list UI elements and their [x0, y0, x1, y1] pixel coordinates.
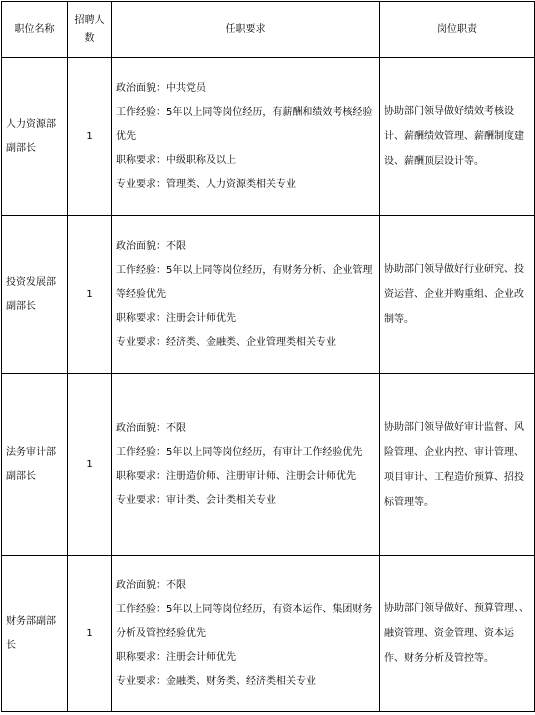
requirement-title: 职称要求：注册会计师优先 [116, 651, 236, 663]
requirements-cell [112, 216, 380, 374]
header-requirements: 任职要求 [112, 2, 380, 58]
requirement-political: 政治面貌：不限 [116, 422, 186, 434]
job-title-cell: 法务审计部副部长 [2, 374, 68, 556]
requirement-political: 政治面貌：中共党员 [116, 82, 206, 94]
requirement-experience: 工作经验：5年以上同等岗位经历，有财务分析、企业管理等经验优先 [116, 264, 373, 300]
requirements-cell [112, 374, 380, 556]
header-duties: 岗位职责 [380, 2, 535, 58]
header-title: 职位名称 [2, 2, 68, 58]
headcount-cell: 1 [68, 556, 112, 712]
table-header-row [2, 2, 535, 58]
requirement-experience: 工作经验：5年以上同等岗位经历，有薪酬和绩效考核经验优先 [116, 106, 373, 142]
requirement-major: 专业要求：经济类、金融类、企业管理类相关专业 [116, 336, 336, 348]
duties-cell: 协助部门领导做好绩效考核设计、薪酬绩效管理、薪酬制度建设、薪酬顶层设计等。 [380, 58, 535, 216]
duties-cell: 协助部门领导做好、预算管理、、融资管理、资金管理、资本运作、财务分析及管控等。 [380, 556, 535, 712]
table-row [2, 374, 535, 556]
requirement-experience: 工作经验：5年以上同等岗位经历，有资本运作、集团财务分析及管控经验优先 [116, 603, 373, 639]
requirement-title: 职称要求：注册造价师、注册审计师、注册会计师优先 [116, 470, 356, 482]
headcount-cell: 1 [68, 374, 112, 556]
requirement-political: 政治面貌：不限 [116, 579, 186, 591]
duties-cell: 协助部门领导做好行业研究、投资运营、企业并购重组、企业改制等。 [380, 216, 535, 374]
requirement-political: 政治面貌：不限 [116, 240, 186, 252]
requirement-experience: 工作经验：5年以上同等岗位经历，有审计工作经验优先 [116, 446, 363, 458]
job-title-cell: 财务部副部长 [2, 556, 68, 712]
duties-cell: 协助部门领导做好审计监督、风险管理、企业内控、审计管理、项目审计、工程造价预算、招投标管理等。 [380, 374, 535, 556]
requirements-cell [112, 556, 380, 712]
table-row [2, 58, 535, 216]
requirement-title: 职称要求：中级职称及以上 [116, 154, 236, 166]
table-row [2, 556, 535, 712]
requirement-major: 专业要求：金融类、财务类、经济类相关专业 [116, 675, 316, 687]
requirement-major: 专业要求：管理类、人力资源类相关专业 [116, 178, 296, 190]
job-title-cell: 人力资源部副部长 [2, 58, 68, 216]
requirement-major: 专业要求：审计类、会计类相关专业 [116, 494, 276, 506]
requirements-cell [112, 58, 380, 216]
headcount-cell: 1 [68, 216, 112, 374]
job-title-cell: 投资发展部副部长 [2, 216, 68, 374]
table-row [2, 216, 535, 374]
job-table [1, 1, 535, 712]
requirement-title: 职称要求：注册会计师优先 [116, 312, 236, 324]
header-count: 招聘人数 [68, 2, 112, 58]
headcount-cell: 1 [68, 58, 112, 216]
